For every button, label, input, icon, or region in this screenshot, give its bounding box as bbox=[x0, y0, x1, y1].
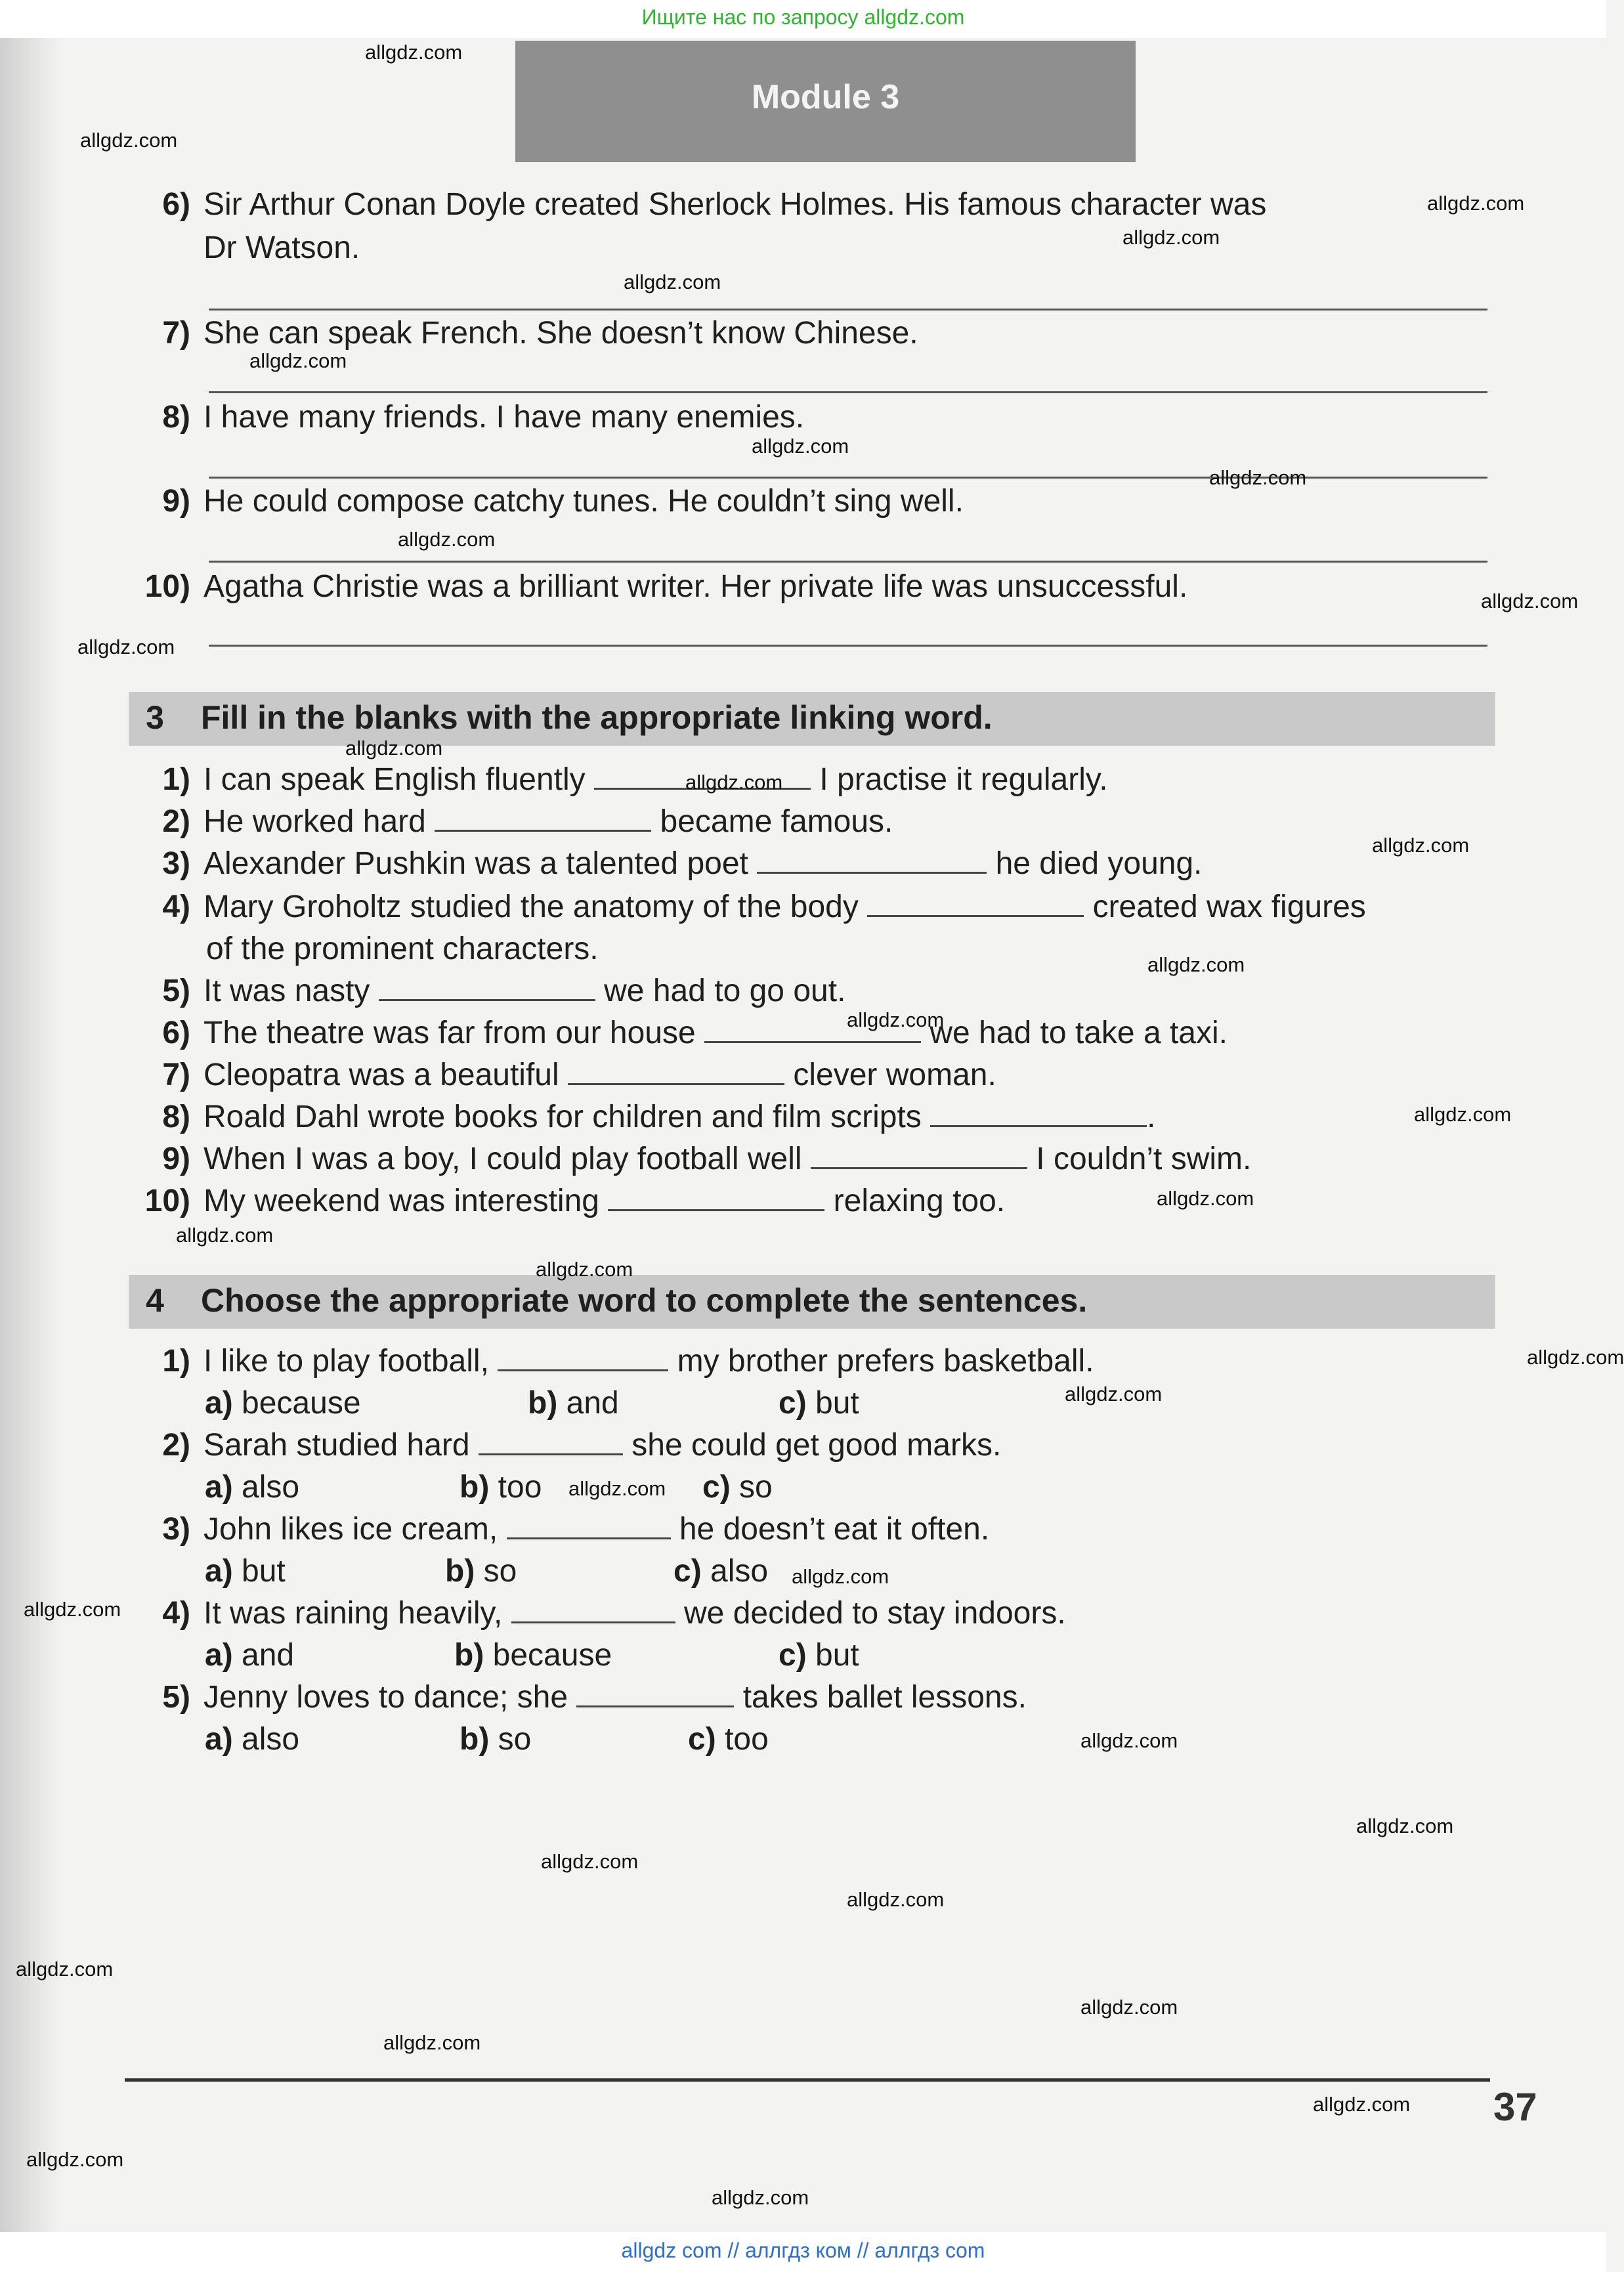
sentence-start: It was raining heavily, bbox=[203, 1596, 503, 1631]
ex4-item-5-option-c[interactable] bbox=[688, 1719, 769, 1761]
sentence-start: My weekend was interesting bbox=[203, 1184, 599, 1218]
sentence-end: she could get good marks. bbox=[631, 1428, 1002, 1463]
option-letter: b) bbox=[454, 1638, 484, 1673]
ex3-item-7 bbox=[125, 1054, 996, 1096]
option-letter: a) bbox=[205, 1554, 233, 1589]
sentence-end: created wax figures bbox=[1092, 890, 1366, 924]
sentence-start: John likes ice cream, bbox=[203, 1512, 498, 1547]
answer-line[interactable] bbox=[209, 645, 1487, 647]
option-text: but bbox=[242, 1554, 286, 1589]
ex3-item-4-line2: of the prominent characters. bbox=[206, 932, 599, 966]
watermark: allgdz.com bbox=[1065, 1382, 1163, 1405]
ex4-item-5-option-b[interactable] bbox=[459, 1719, 531, 1761]
item-number: 1) bbox=[162, 762, 190, 797]
ex4-item-1-option-b[interactable] bbox=[528, 1382, 619, 1425]
blank-field[interactable] bbox=[507, 1511, 671, 1539]
item-number: 6) bbox=[162, 187, 190, 222]
sentence-end: we had to take a taxi. bbox=[930, 1016, 1228, 1050]
ex2-item-7 bbox=[125, 312, 918, 354]
watermark: allgdz.com bbox=[847, 1888, 945, 1911]
watermark: allgdz.com bbox=[536, 1258, 633, 1281]
option-text: because bbox=[492, 1638, 612, 1673]
ex4-item-2 bbox=[125, 1425, 1001, 1467]
option-text: because bbox=[242, 1386, 361, 1421]
sentence-end: clever woman. bbox=[793, 1058, 996, 1092]
watermark: allgdz.com bbox=[1427, 192, 1525, 215]
option-letter: b) bbox=[459, 1470, 490, 1505]
option-letter: c) bbox=[673, 1554, 702, 1589]
watermark: allgdz.com bbox=[1481, 589, 1579, 612]
footer-rule bbox=[125, 2078, 1490, 2082]
sentence-end: . bbox=[1147, 1100, 1156, 1134]
sentence-start: He worked hard bbox=[203, 804, 426, 839]
item-number: 5) bbox=[162, 1680, 190, 1715]
ex2-item-9 bbox=[125, 481, 964, 523]
option-text: also bbox=[242, 1470, 300, 1505]
ex3-item-3 bbox=[125, 843, 1203, 885]
item-number: 9) bbox=[162, 484, 190, 519]
blank-field[interactable] bbox=[811, 1141, 1027, 1169]
ex3-item-6 bbox=[125, 1012, 1228, 1054]
option-letter: c) bbox=[779, 1386, 807, 1421]
watermark: allgdz.com bbox=[365, 41, 463, 64]
sentence-start: Jenny loves to dance; she bbox=[203, 1680, 568, 1715]
watermark: allgdz.com bbox=[1527, 1346, 1624, 1369]
sentence-end: I practise it regularly. bbox=[819, 762, 1108, 797]
sentence-start: I can speak English fluently bbox=[203, 762, 586, 797]
sentence-start: The theatre was far from our house bbox=[203, 1016, 696, 1050]
ex4-item-4-option-c[interactable] bbox=[779, 1635, 859, 1677]
option-letter: b) bbox=[528, 1386, 558, 1421]
ex4-item-4 bbox=[125, 1593, 1066, 1635]
watermark: allgdz.com bbox=[1313, 2093, 1411, 2116]
sentence: Sir Arthur Conan Doyle created Sherlock Holmes. His famous character was bbox=[203, 187, 1267, 222]
exercise-3-title bbox=[129, 698, 993, 737]
blank-field[interactable] bbox=[498, 1343, 668, 1371]
option-text: too bbox=[498, 1470, 542, 1505]
option-text: also bbox=[242, 1722, 300, 1757]
instruction: Fill in the blanks with the appropriate linking word. bbox=[201, 699, 993, 736]
option-letter: a) bbox=[205, 1638, 233, 1673]
watermark: allgdz.com bbox=[77, 635, 175, 658]
ex4-item-5 bbox=[125, 1677, 1027, 1719]
blank-field[interactable] bbox=[608, 1183, 824, 1211]
item-number: 10) bbox=[144, 1184, 190, 1218]
answer-line[interactable] bbox=[209, 561, 1487, 563]
ex4-item-1 bbox=[125, 1340, 1094, 1382]
watermark: allgdz.com bbox=[1080, 1996, 1178, 2019]
sentence-start: It was nasty bbox=[203, 974, 370, 1008]
option-letter: b) bbox=[459, 1722, 490, 1757]
sentence-start: Cleopatra was a beautiful bbox=[203, 1058, 559, 1092]
watermark: allgdz.com bbox=[383, 2031, 481, 2054]
blank-field[interactable] bbox=[576, 1679, 734, 1707]
item-number: 7) bbox=[162, 316, 190, 351]
ex3-item-5 bbox=[125, 970, 845, 1012]
sentence: She can speak French. She doesn’t know Chinese. bbox=[203, 316, 918, 351]
ex4-item-5-option-a[interactable] bbox=[205, 1719, 299, 1761]
watermark: allgdz.com bbox=[1414, 1103, 1512, 1126]
watermark: allgdz.com bbox=[1209, 466, 1307, 489]
exercise-4-title bbox=[129, 1281, 1087, 1319]
option-letter: c) bbox=[779, 1638, 807, 1673]
watermark: allgdz.com bbox=[249, 349, 347, 372]
sentence-end: we decided to stay indoors. bbox=[684, 1596, 1066, 1631]
bottom-banner[interactable]: allgdz com // аллгдз ком // аллгдз com bbox=[0, 2232, 1606, 2272]
top-banner[interactable]: Ищите нас по запросу allgdz.com bbox=[0, 0, 1606, 38]
ex3-item-4 bbox=[125, 886, 1366, 928]
sentence-start: When I was a boy, I could play football well bbox=[203, 1142, 802, 1176]
watermark: allgdz.com bbox=[792, 1565, 889, 1588]
sentence-end: we had to go out. bbox=[604, 974, 846, 1008]
ex4-item-1-option-c[interactable] bbox=[779, 1382, 859, 1425]
sentence: I have many friends. I have many enemies. bbox=[203, 400, 805, 435]
blank-field[interactable] bbox=[479, 1427, 623, 1455]
watermark: allgdz.com bbox=[541, 1850, 639, 1873]
sentence: Agatha Christie was a brilliant writer. Her private life was unsuccessful. bbox=[203, 569, 1188, 604]
sentence-start: I like to play football, bbox=[203, 1344, 489, 1379]
item-number: 8) bbox=[162, 1100, 190, 1134]
watermark: allgdz.com bbox=[80, 129, 178, 152]
option-text: and bbox=[566, 1386, 619, 1421]
blank-field[interactable] bbox=[379, 973, 595, 1001]
blank-field[interactable] bbox=[435, 804, 651, 832]
answer-line[interactable] bbox=[209, 309, 1487, 311]
option-text: so bbox=[498, 1722, 532, 1757]
instruction: Choose the appropriate word to complete the sentences. bbox=[201, 1282, 1088, 1319]
option-letter: c) bbox=[702, 1470, 731, 1505]
ex3-item-8 bbox=[125, 1096, 1156, 1138]
blank-field[interactable] bbox=[867, 889, 1084, 917]
ex4-item-2-option-a[interactable] bbox=[205, 1467, 299, 1509]
watermark: allgdz.com bbox=[712, 2186, 809, 2209]
ex3-item-9 bbox=[125, 1138, 1251, 1180]
watermark: allgdz.com bbox=[16, 1958, 114, 1981]
watermark: allgdz.com bbox=[26, 2148, 124, 2171]
exercise-number: 3 bbox=[146, 699, 164, 736]
option-letter: c) bbox=[688, 1722, 716, 1757]
sentence-end: he doesn’t eat it often. bbox=[679, 1512, 990, 1547]
option-text: but bbox=[815, 1638, 859, 1673]
option-letter: a) bbox=[205, 1386, 233, 1421]
item-number: 7) bbox=[162, 1058, 190, 1092]
ex3-item-2 bbox=[125, 801, 893, 843]
item-number: 9) bbox=[162, 1142, 190, 1176]
ex4-item-3-option-a[interactable] bbox=[205, 1551, 286, 1593]
sentence-end: he died young. bbox=[995, 846, 1203, 881]
ex4-item-2-option-b[interactable] bbox=[459, 1467, 542, 1509]
item-number: 2) bbox=[162, 804, 190, 839]
item-number: 4) bbox=[162, 1596, 190, 1631]
sentence-start: Roald Dahl wrote books for children and film scripts bbox=[203, 1100, 922, 1134]
sentence-start: Sarah studied hard bbox=[203, 1428, 470, 1463]
option-text: too bbox=[725, 1722, 769, 1757]
watermark: allgdz.com bbox=[1372, 834, 1470, 857]
ex2-item-6-line2: Dr Watson. bbox=[203, 230, 360, 265]
ex3-item-1 bbox=[125, 759, 1108, 801]
option-text: so bbox=[483, 1554, 517, 1589]
option-letter: a) bbox=[205, 1722, 233, 1757]
watermark: allgdz.com bbox=[568, 1477, 666, 1500]
module-title: Module 3 bbox=[751, 78, 900, 116]
blank-field[interactable] bbox=[568, 1057, 784, 1085]
page-number: 37 bbox=[1493, 2085, 1537, 2129]
exercise-number: 4 bbox=[146, 1282, 164, 1319]
answer-line[interactable] bbox=[209, 391, 1487, 393]
ex4-item-3-option-c[interactable] bbox=[673, 1551, 768, 1593]
sentence: He could compose catchy tunes. He couldn’t sing well. bbox=[203, 484, 964, 519]
blank-field[interactable] bbox=[511, 1595, 675, 1623]
item-number: 4) bbox=[162, 890, 190, 924]
ex4-item-3-option-b[interactable] bbox=[445, 1551, 517, 1593]
watermark: allgdz.com bbox=[847, 1008, 945, 1031]
ex2-item-6 bbox=[125, 184, 1266, 226]
watermark: allgdz.com bbox=[1356, 1814, 1454, 1837]
sentence-end: my brother prefers basketball. bbox=[677, 1344, 1094, 1379]
item-number: 10) bbox=[144, 569, 190, 604]
watermark: allgdz.com bbox=[345, 737, 443, 760]
ex4-item-2-option-c[interactable] bbox=[702, 1467, 773, 1509]
sentence-start: Alexander Pushkin was a talented poet bbox=[203, 846, 748, 881]
item-number: 1) bbox=[162, 1344, 190, 1379]
watermark: allgdz.com bbox=[1147, 953, 1245, 976]
sentence-start: Mary Groholtz studied the anatomy of the body bbox=[203, 890, 859, 924]
watermark: allgdz.com bbox=[1157, 1187, 1254, 1210]
page-binding-shadow bbox=[0, 38, 62, 2232]
sentence-end: relaxing too. bbox=[833, 1184, 1006, 1218]
item-number: 8) bbox=[162, 400, 190, 435]
ex4-item-4-option-a[interactable] bbox=[205, 1635, 294, 1677]
watermark: allgdz.com bbox=[1122, 226, 1220, 249]
blank-field[interactable] bbox=[757, 846, 987, 874]
sentence-end: became famous. bbox=[660, 804, 893, 839]
ex4-item-4-option-b[interactable] bbox=[454, 1635, 612, 1677]
watermark: allgdz.com bbox=[24, 1598, 121, 1621]
watermark: allgdz.com bbox=[1080, 1729, 1178, 1752]
item-number: 3) bbox=[162, 846, 190, 881]
item-number: 5) bbox=[162, 974, 190, 1008]
watermark: allgdz.com bbox=[398, 528, 496, 551]
ex4-item-3 bbox=[125, 1509, 989, 1551]
sentence-end: I couldn’t swim. bbox=[1036, 1142, 1252, 1176]
option-letter: b) bbox=[445, 1554, 475, 1589]
ex4-item-1-option-a[interactable] bbox=[205, 1382, 361, 1425]
option-text: also bbox=[710, 1554, 769, 1589]
blank-field[interactable] bbox=[930, 1099, 1147, 1127]
ex2-item-10 bbox=[125, 566, 1187, 608]
item-number: 3) bbox=[162, 1512, 190, 1547]
sentence-end: takes ballet lessons. bbox=[742, 1680, 1027, 1715]
item-number: 2) bbox=[162, 1428, 190, 1463]
ex3-item-10 bbox=[125, 1180, 1005, 1222]
watermark: allgdz.com bbox=[685, 771, 783, 794]
option-text: so bbox=[739, 1470, 773, 1505]
option-letter: a) bbox=[205, 1470, 233, 1505]
option-text: but bbox=[815, 1386, 859, 1421]
option-text: and bbox=[242, 1638, 295, 1673]
watermark: allgdz.com bbox=[624, 270, 721, 293]
watermark: allgdz.com bbox=[752, 435, 849, 458]
watermark: allgdz.com bbox=[176, 1224, 274, 1247]
ex2-item-8 bbox=[125, 397, 804, 439]
item-number: 6) bbox=[162, 1016, 190, 1050]
